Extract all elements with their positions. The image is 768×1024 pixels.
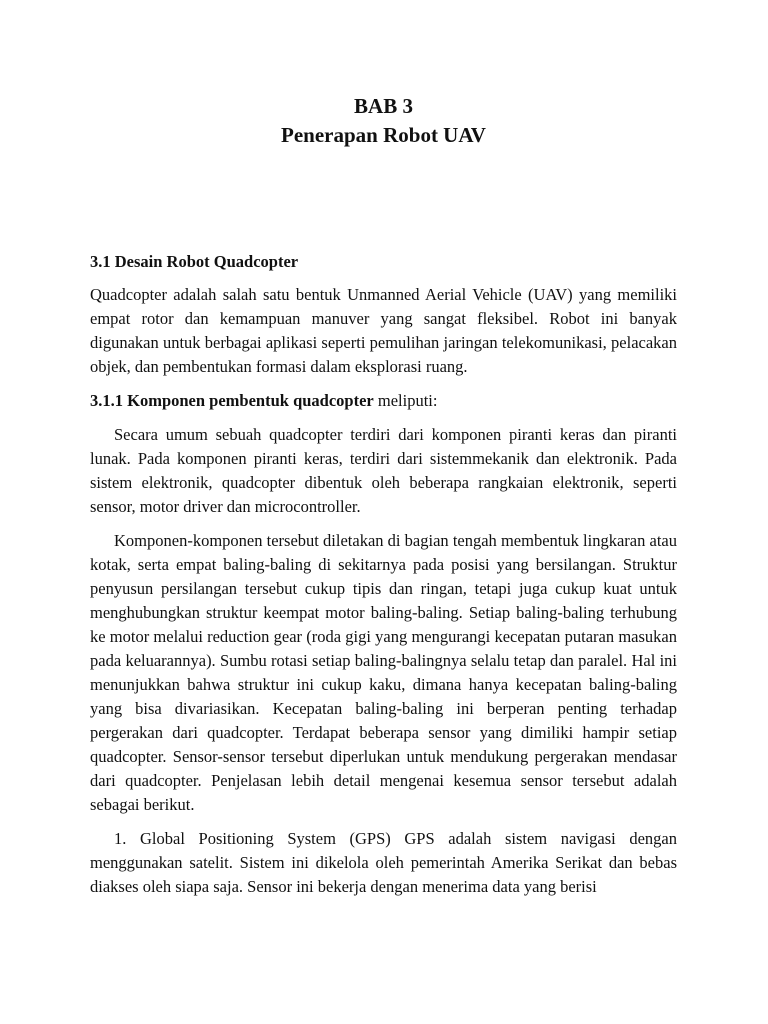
list-item-paragraph: 1. Global Positioning System (GPS) GPS adalah sistem navigasi dengan menggunakan satelit. Sistem ini dikelola oleh pemerintah Amerika Serikat dan bebas diakses oleh siapa saja. Sensor ini bekerja dengan menerima data yang berisi [90,829,677,896]
title-spacer [90,150,677,250]
section-heading: 3.1 Desain Robot Quadcopter [90,252,299,271]
subsection-heading [90,389,677,413]
body-paragraph: Secara umum sebuah quadcopter terdiri dari komponen piranti keras dan piranti lunak. Pada komponen piranti keras, terdiri dari sistemmekanik dan elektronik. Pada sistem elektronik, quadcopter dibentuk oleh beberapa rangkaian elektronik, seperti sensor, motor driver dan microcontroller. [90,425,677,516]
chapter-title: Penerapan Robot UAV [281,123,486,147]
body-paragraph: Komponen-komponen tersebut diletakan di bagian tengah membentuk lingkaran atau kotak, serta empat baling-baling di sekitarnya pada posisi yang bersilangan. Struktur penyusun persilangan tersebut cukup tipis dan ringan, tetapi juga cukup kuat untuk menghubungkan struktur keempat motor baling-baling. Setiap baling-baling terhubung ke motor melalui reduction gear (roda gigi yang mengurangi kecepatan putaran masukan pada keluarannya). Sumbu rotasi setiap baling-balingnya selalu tetap dan paralel. Hal ini menunjukkan bahwa struktur ini cukup kaku, dimana hanya kecepatan baling-baling yang bisa divariasikan. Kecepatan baling-baling ini berperan penting terhadap pergerakan dari quadcopter. Terdapat beberapa sensor yang dimiliki hampir setiap quadcopter. Sensor-sensor tersebut diperlukan untuk mendukung pergerakan mendasar dari quadcopter. Penjelasan lebih detail mengenai kesemua sensor tersebut adalah sebagai berikut. [90,531,677,814]
subsection-heading-bold: 3.1.1 Komponen pembentuk quadcopter [90,391,374,410]
section-intro-paragraph: Quadcopter adalah salah satu bentuk Unmanned Aerial Vehicle (UAV) yang memiliki empat rotor dan kemampuan manuver yang sangat fleksibel. Robot ini banyak digunakan untuk berbagai aplikasi seperti pemulihan jaringan telekomunikasi, pelacakan objek, dan pembentukan formasi dalam eksplorasi ruang. [90,285,677,376]
chapter-label: BAB 3 [354,94,413,118]
subsection-heading-rest: meliputi: [373,391,438,410]
document-page [90,92,677,909]
